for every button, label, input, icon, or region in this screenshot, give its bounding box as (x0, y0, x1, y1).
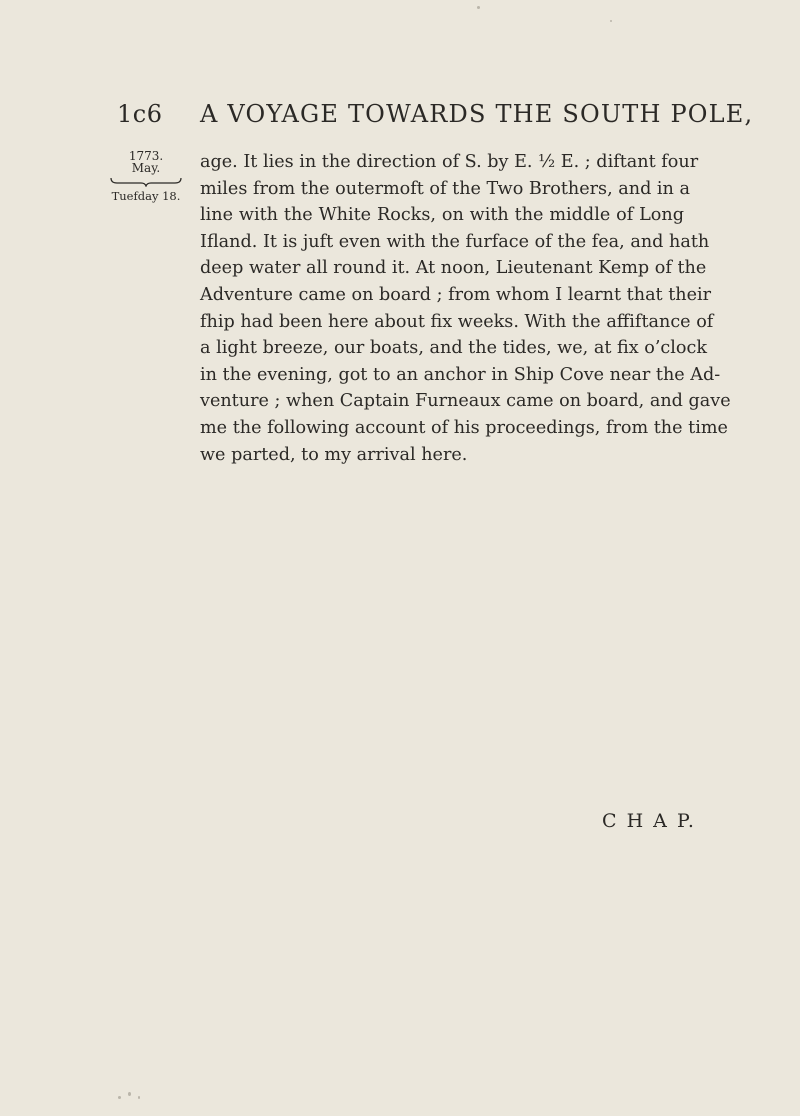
margin-month: May. (131, 161, 161, 175)
text-line: deep water all round it. At noon, Lieutenant Kemp of the (200, 258, 707, 279)
text-line: Adventure came on board ; from whom I learnt that their (200, 284, 712, 305)
catchword: C H A P. (602, 810, 696, 832)
paper-speck (128, 1092, 131, 1096)
text-line: a light breeze, our boats, and the tides, we, at fix o’clock (200, 338, 708, 359)
text-line: age. It lies in the direction of S. by E. ½ E. ; diftant four (200, 152, 699, 172)
page-header (0, 100, 800, 140)
text-line: line with the White Rocks, on with the middle of Long (200, 205, 684, 226)
margin-year: 1773. (128, 149, 164, 163)
margin-note (106, 150, 186, 203)
page-number: 1c6 (117, 100, 163, 128)
brace-icon (109, 177, 183, 187)
paper-speck (610, 20, 612, 22)
paper-speck (118, 1096, 121, 1099)
text-line: me the following account of his proceedings, from the time (200, 417, 728, 438)
paper-speck (138, 1096, 140, 1099)
text-line: in the evening, got to an anchor in Ship Cove near the Ad- (200, 364, 721, 385)
text-line: Ifland. It is juft even with the furface of the fea, and hath (200, 231, 710, 252)
text-line: miles from the outermoft of the Two Brothers, and in a (200, 178, 690, 199)
paper-speck (477, 6, 480, 9)
margin-date: Tuefday 18. (111, 189, 181, 203)
text-line: venture ; when Captain Furneaux came on board, and gave (200, 391, 731, 412)
text-line: we parted, to my arrival here. (200, 444, 468, 465)
running-head: A VOYAGE TOWARDS THE SOUTH POLE, (200, 100, 754, 128)
body-paragraph (200, 149, 731, 468)
text-line: fhip had been here about fix weeks. With the affiftance of (200, 311, 714, 332)
